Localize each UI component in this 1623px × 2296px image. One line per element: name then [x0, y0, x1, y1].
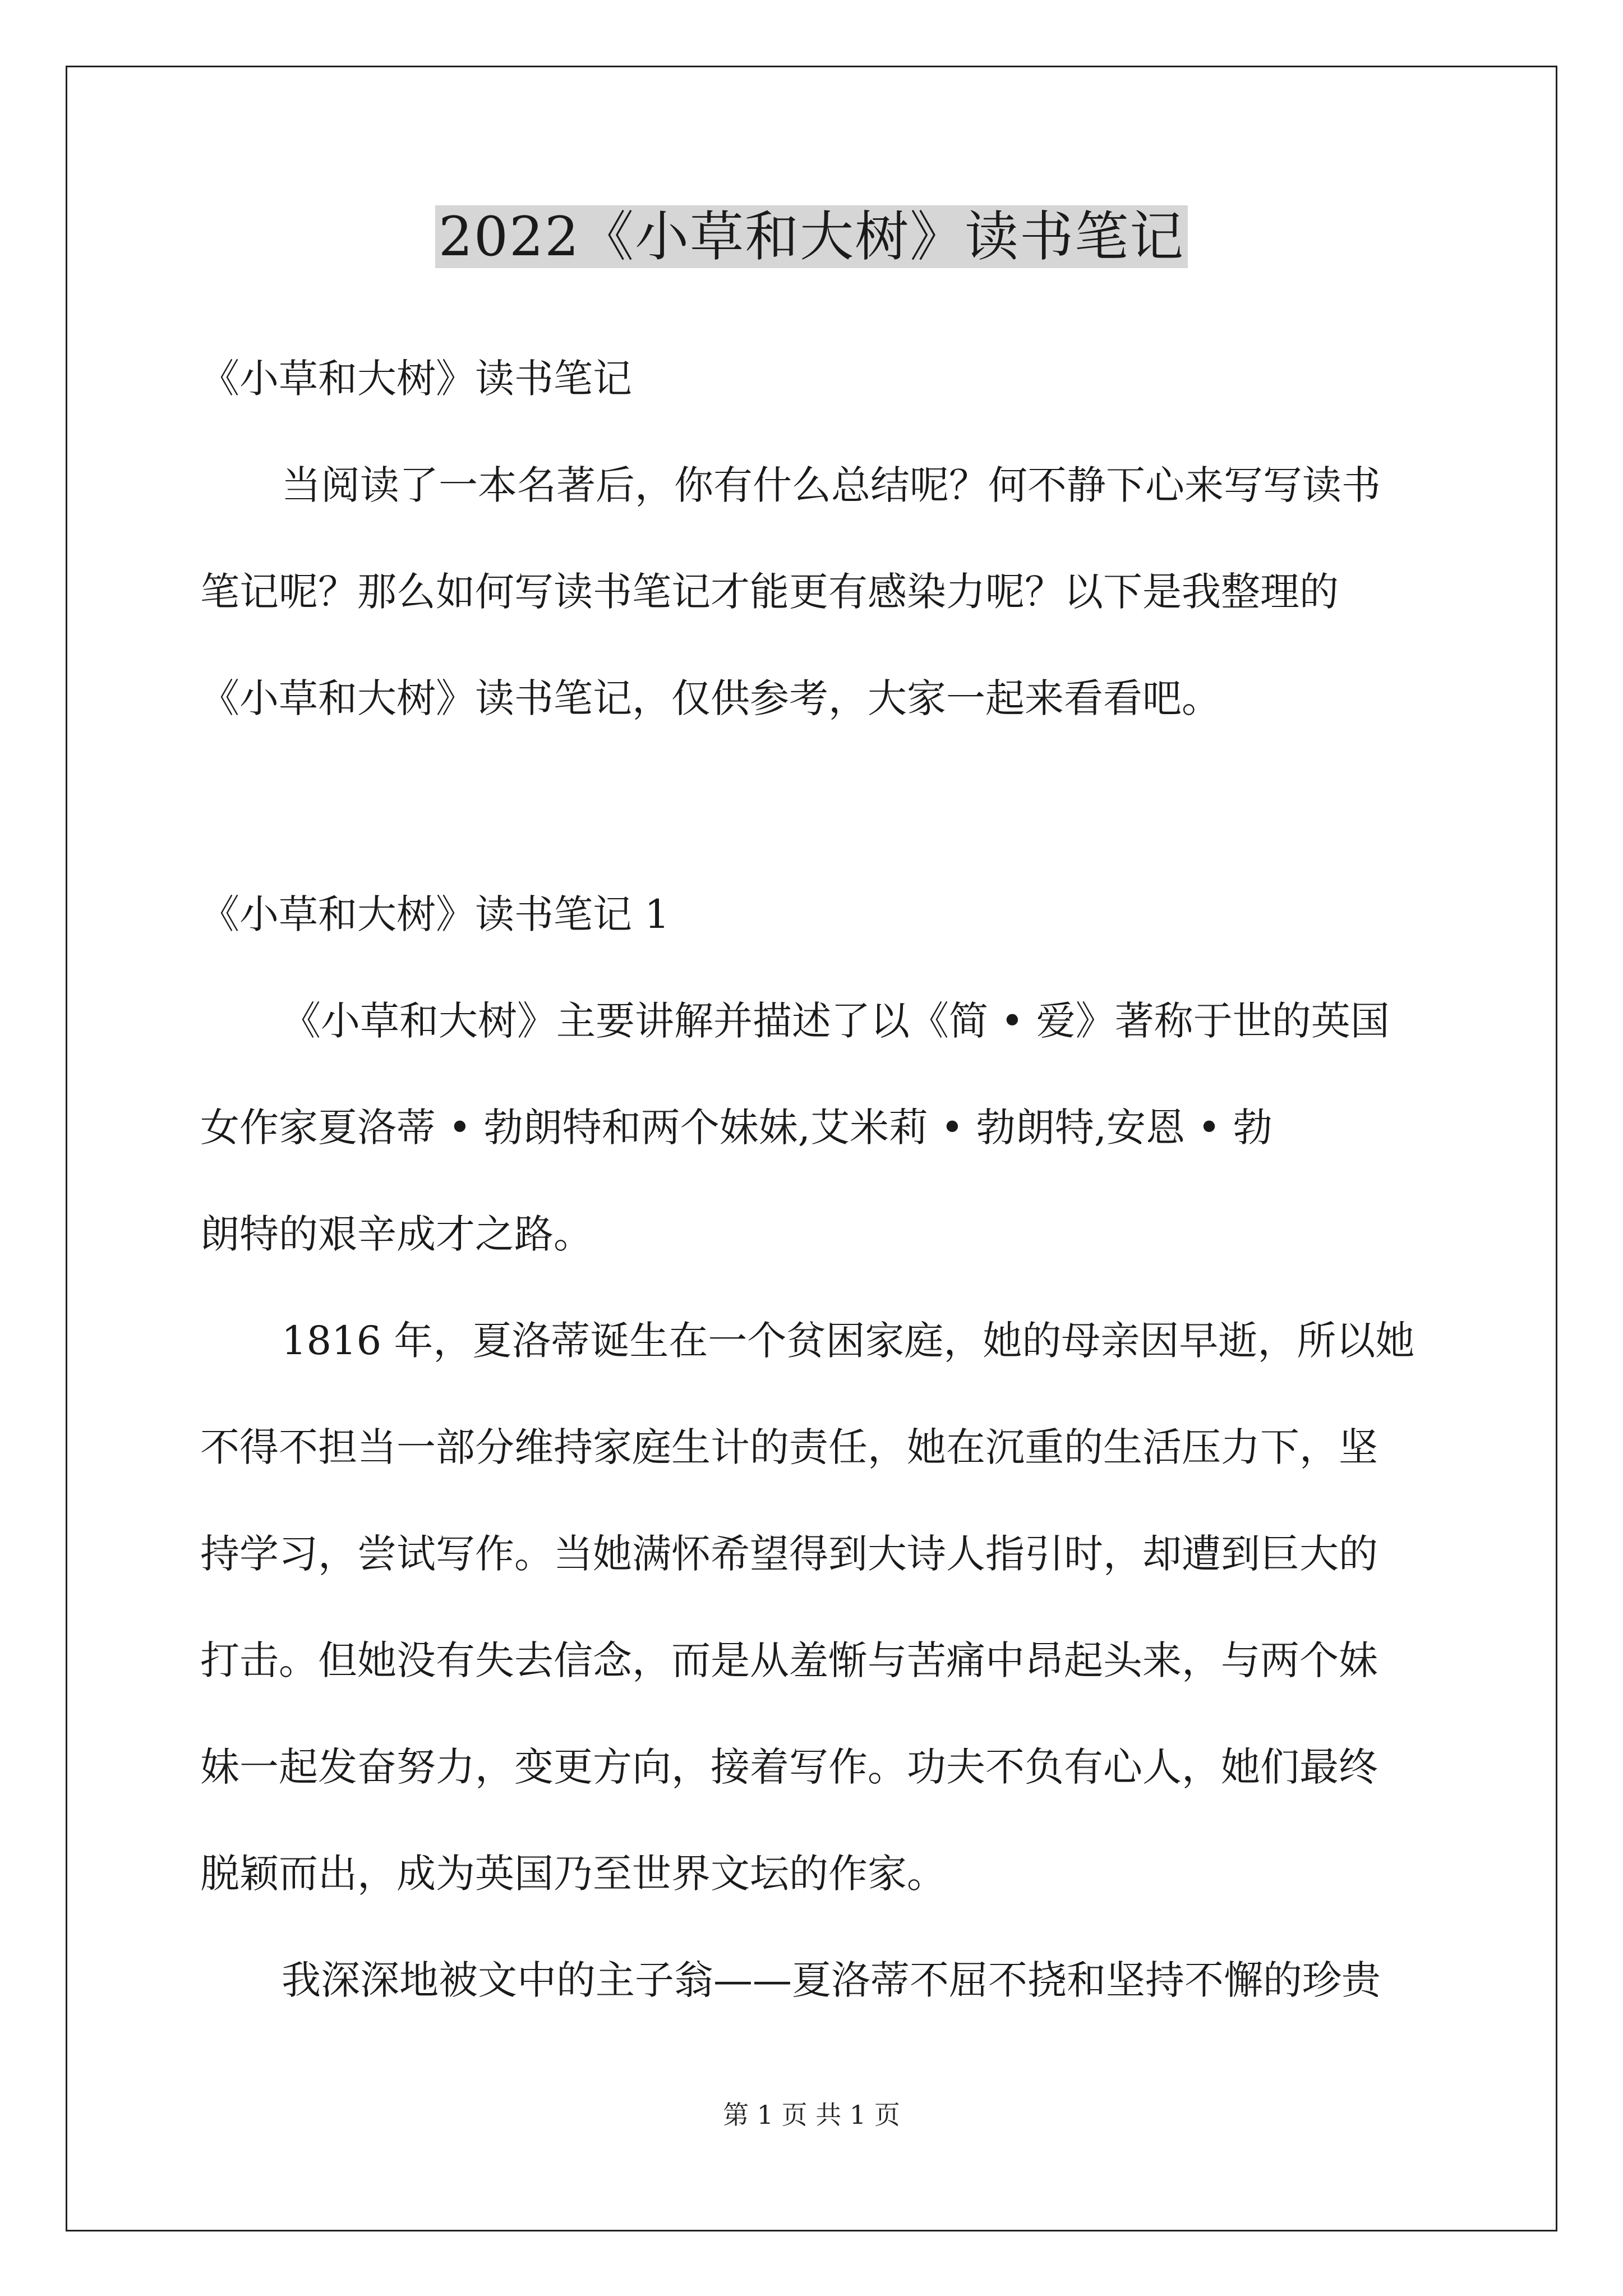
paragraph-line: 妹一起发奋努力，变更方向，接着写作。功夫不负有心人，她们最终 — [200, 1744, 1378, 1790]
intro-line: 《小草和大树》读书笔记，仅供参考，大家一起来看看吧。 — [200, 675, 1221, 721]
paragraph-line: 女作家夏洛蒂 • 勃朗特和两个妹妹,艾米莉 • 勃朗特,安恩 • 勃 — [200, 1105, 1272, 1151]
paragraph-line: 持学习，尝试写作。当她满怀希望得到大诗人指引时，却遭到巨大的 — [200, 1531, 1378, 1577]
paragraph-line: 《小草和大树》主要讲解并描述了以《简 • 爱》著称于世的英国 — [282, 998, 1390, 1044]
paragraph-line: 1816 年，夏洛蒂诞生在一个贫困家庭，她的母亲因早逝，所以她 — [282, 1318, 1415, 1364]
document-title — [0, 197, 1623, 276]
paragraph-line: 打击。但她没有失去信念，而是从羞惭与苦痛中昂起头来，与两个妹 — [200, 1637, 1378, 1683]
paragraph-line: 脱颖而出，成为英国乃至世界文坛的作家。 — [200, 1851, 946, 1897]
section-heading: 《小草和大树》读书笔记 1 — [200, 891, 670, 937]
paragraph-line: 我深深地被文中的主子翁——夏洛蒂不屈不挠和坚持不懈的珍贵 — [282, 1957, 1381, 2003]
page-number: 第 1 页 共 1 页 — [723, 2100, 900, 2130]
intro-heading: 《小草和大树》读书笔记 — [200, 356, 632, 402]
document-title-text: 2022《小草和大树》读书笔记 — [435, 205, 1188, 268]
intro-line: 笔记呢？那么如何写读书笔记才能更有感染力呢？以下是我整理的 — [200, 569, 1339, 615]
paragraph-line: 不得不担当一部分维持家庭生计的责任，她在沉重的生活压力下，坚 — [200, 1424, 1378, 1470]
intro-line: 当阅读了一本名著后，你有什么总结呢？何不静下心来写写读书 — [282, 462, 1381, 508]
paragraph-line: 朗特的艰辛成才之路。 — [200, 1211, 593, 1257]
